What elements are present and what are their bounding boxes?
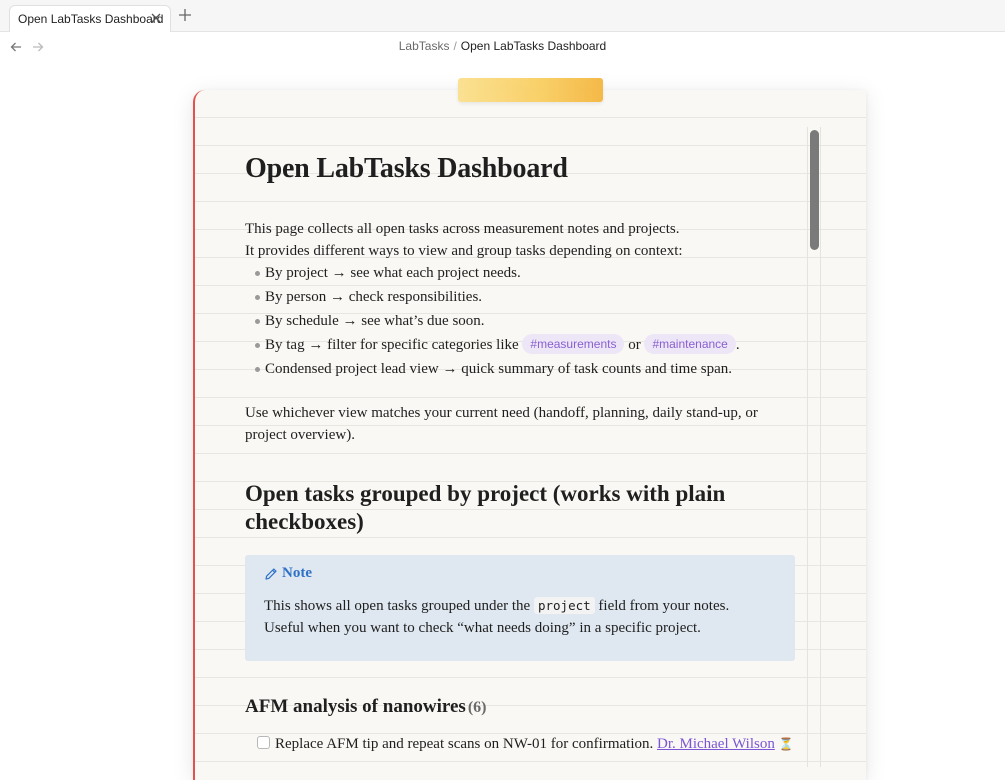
list-item-tags (255, 334, 795, 358)
project-name: AFM analysis of nanowires (245, 696, 466, 717)
pencil-icon (264, 567, 278, 581)
task-text-wrap (275, 733, 794, 755)
hourglass-icon: ⏳ (778, 737, 794, 751)
list-item: By schedule → see what’s due soon. (255, 310, 795, 334)
breadcrumb-current[interactable]: Open LabTasks Dashboard (460, 39, 607, 53)
callout-line-1 (264, 595, 784, 617)
tab-bar (0, 0, 1005, 32)
tag-maintenance[interactable]: #maintenance (644, 334, 735, 354)
note-callout (245, 555, 795, 661)
callout-text: This shows all open tasks grouped under the (264, 598, 531, 614)
tab-title: Open LabTasks Dashboard (18, 12, 164, 26)
intro-line-1: This page collects all open tasks across measurement notes and projects. (245, 221, 680, 237)
list-item-text: or (628, 337, 641, 353)
intro-line-2: It provides different ways to view and group tasks depending on context: (245, 243, 683, 259)
task-person-link[interactable]: Dr. Michael Wilson (656, 736, 775, 752)
navigation-bar (0, 33, 1005, 61)
view-list (255, 262, 795, 382)
tape-decoration (458, 78, 603, 102)
task-count: (6) (467, 699, 487, 716)
breadcrumb-parent[interactable]: LabTasks (398, 39, 450, 53)
project-group-heading (245, 696, 486, 718)
list-item: Condensed project lead view → quick summary of task counts and time span. (255, 358, 795, 382)
page-title: Open LabTasks Dashboard (245, 153, 568, 184)
breadcrumb (0, 39, 1005, 53)
task-checkbox[interactable] (257, 736, 270, 749)
list-item: By project → see what each project needs. (255, 262, 795, 286)
tag-measurements[interactable]: #measurements (522, 334, 624, 354)
callout-body (264, 595, 784, 639)
inline-code: project (534, 597, 595, 614)
scrollbar-thumb[interactable] (810, 130, 819, 250)
outro-paragraph: Use whichever view matches your current need (handoff, planning, daily stand-up, or project overview). (245, 405, 758, 443)
callout-title (264, 565, 312, 582)
breadcrumb-separator: / (453, 39, 457, 53)
list-item-text: . (735, 337, 740, 353)
list-item-text: By tag → filter for specific categories like (265, 337, 519, 353)
intro-paragraph (245, 218, 795, 262)
task-text: Replace AFM tip and repeat scans on NW-01 for confirmation. (275, 736, 654, 752)
section-heading: Open tasks grouped by project (works with plain checkboxes) (245, 481, 726, 534)
new-tab-icon[interactable] (178, 8, 192, 22)
callout-title-text: Note (282, 565, 312, 581)
callout-line-2: Useful when you want to check “what needs doing” in a specific project. (264, 620, 701, 636)
list-item: By person → check responsibilities. (255, 286, 795, 310)
callout-text: field from your notes. (598, 598, 730, 614)
tab-open-labtasks-dashboard[interactable] (9, 5, 171, 32)
close-icon[interactable] (150, 11, 162, 25)
